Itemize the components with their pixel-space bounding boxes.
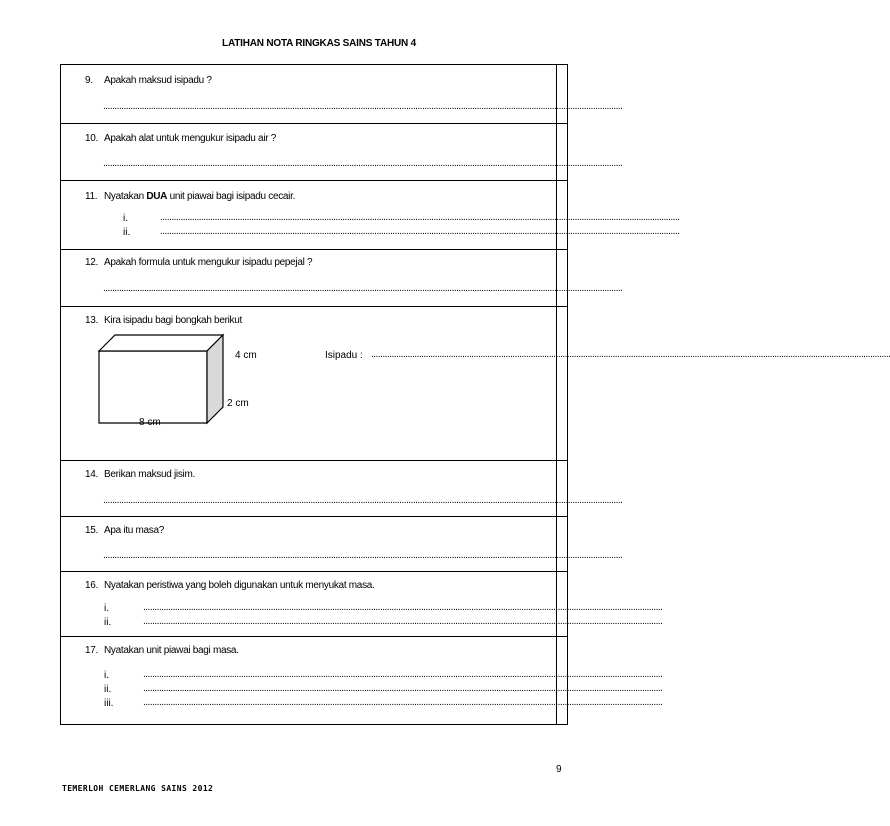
footer-text: TEMERLOH CEMERLANG SAINS 2012 (62, 784, 214, 793)
marks-cell-12 (557, 250, 568, 307)
answer-line-17-iii[interactable]: .................................................................................................................................................................................................................................... (143, 697, 663, 708)
item-label-11-ii: ii. (123, 227, 131, 238)
question-cell-10 (61, 124, 623, 181)
width-label: 8 cm (139, 417, 161, 428)
cuboid-diagram (95, 333, 235, 433)
question-cell-13 (61, 307, 890, 461)
item-label-17-ii: ii. (104, 684, 112, 695)
question-cell-11 (61, 181, 680, 250)
question-row-16 (61, 572, 568, 637)
answer-line-11-ii[interactable]: .................................................................................................................................................................................................................................... (160, 226, 680, 237)
question-row-9 (61, 65, 568, 124)
question-cell-14 (61, 461, 623, 517)
question-row-15 (61, 517, 568, 572)
item-label-17-i: i. (104, 670, 109, 681)
answer-line-11-i[interactable]: .................................................................................................................................................................................................................................... (160, 212, 680, 223)
cuboid-front-face (99, 351, 207, 423)
question-row-12 (61, 250, 568, 307)
marks-cell-9 (557, 65, 568, 124)
marks-cell-15 (557, 517, 568, 572)
item-label-16-i: i. (104, 603, 109, 614)
page-number: 9 (556, 764, 562, 775)
question-cell-16 (61, 572, 663, 637)
question-row-14 (61, 461, 568, 517)
item-label-17-iii: iii. (104, 698, 114, 709)
question-cell-15 (61, 517, 623, 572)
question-cell-12 (61, 250, 623, 307)
marks-cell-13 (557, 307, 568, 461)
height-label: 4 cm (235, 350, 257, 361)
question-11: 11. Nyatakan DUA unit piawai bagi isipadu cecair. (85, 191, 296, 202)
answer-line-17-ii[interactable]: .................................................................................................................................................................................................................................... (143, 683, 663, 694)
item-label-16-ii: ii. (104, 617, 112, 628)
question-17: 17. Nyatakan unit piawai bagi masa. (85, 645, 239, 656)
cuboid-top-face (99, 335, 223, 351)
volume-answer-label: Isipadu : (325, 350, 363, 361)
depth-label: 2 cm (227, 398, 249, 409)
marks-cell-17 (557, 637, 568, 725)
answer-line-12[interactable]: .................................................................................................................................................................................................................................... (103, 283, 623, 294)
answer-line-14[interactable]: .................................................................................................................................................................................................................................... (103, 495, 623, 506)
answer-line-16-ii[interactable]: .................................................................................................................................................................................................................................... (143, 616, 663, 627)
volume-answer-line[interactable]: .................................................................................................................................................................................................................................... (371, 349, 890, 360)
question-13: 13. Kira isipadu bagi bongkah berikut (85, 315, 242, 326)
question-row-13 (61, 307, 568, 461)
question-cell-9 (61, 65, 623, 124)
question-table (60, 64, 890, 725)
question-16: 16. Nyatakan peristiwa yang boleh digunakan untuk menyukat masa. (85, 580, 375, 591)
answer-line-10[interactable]: .................................................................................................................................................................................................................................... (103, 158, 623, 169)
answer-line-9[interactable]: .................................................................................................................................................................................................................................... (103, 101, 623, 112)
question-cell-17 (61, 637, 663, 725)
worksheet-title: LATIHAN NOTA RINGKAS SAINS TAHUN 4 (222, 38, 416, 49)
question-row-11 (61, 181, 568, 250)
question-15: 15. Apa itu masa? (85, 525, 165, 536)
marks-cell-10 (557, 124, 568, 181)
question-row-10 (61, 124, 568, 181)
marks-cell-14 (557, 461, 568, 517)
question-12: 12. Apakah formula untuk mengukur isipadu pepejal ? (85, 257, 313, 268)
question-9: 9. Apakah maksud isipadu ? (85, 75, 212, 86)
answer-line-16-i[interactable]: .................................................................................................................................................................................................................................... (143, 602, 663, 613)
question-14: 14. Berikan maksud jisim. (85, 469, 195, 480)
answer-line-15[interactable]: .................................................................................................................................................................................................................................... (103, 550, 623, 561)
question-10: 10. Apakah alat untuk mengukur isipadu air ? (85, 133, 277, 144)
question-row-17 (61, 637, 568, 725)
item-label-11-i: i. (123, 213, 128, 224)
cuboid-side-face (207, 335, 223, 423)
answer-line-17-i[interactable]: .................................................................................................................................................................................................................................... (143, 669, 663, 680)
